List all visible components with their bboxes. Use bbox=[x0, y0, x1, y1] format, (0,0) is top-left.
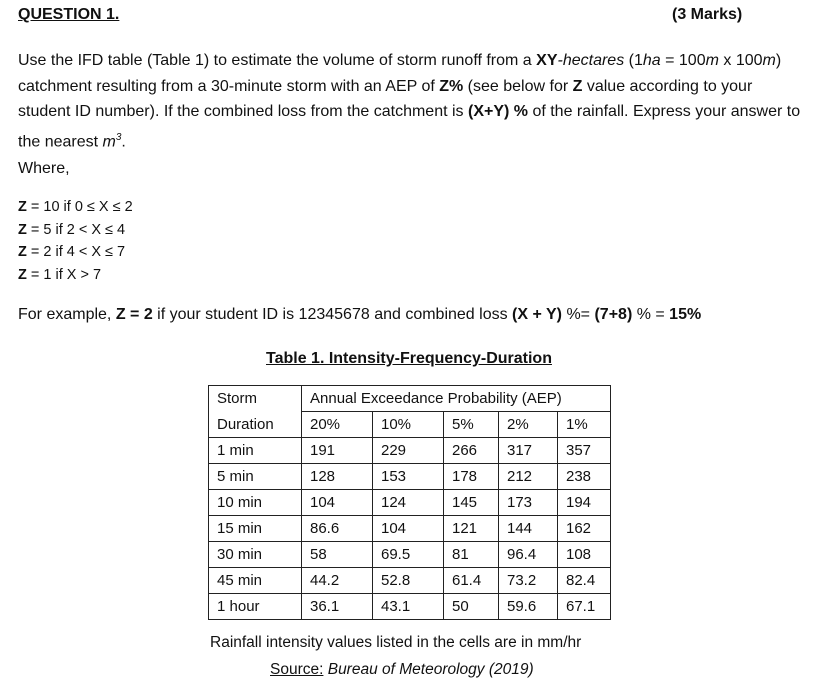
aep-header: Annual Exceedance Probability (AEP) bbox=[302, 386, 611, 412]
duration-cell: 1 hour bbox=[209, 594, 302, 620]
intensity-cell: 61.4 bbox=[444, 568, 499, 594]
m-unit: m bbox=[705, 52, 719, 69]
intensity-cell: 124 bbox=[373, 490, 444, 516]
table-header-row bbox=[209, 386, 611, 412]
duration-cell: 30 min bbox=[209, 542, 302, 568]
table-row bbox=[209, 516, 611, 542]
where-label: Where, bbox=[18, 160, 70, 177]
aep-column-header: 10% bbox=[373, 412, 444, 438]
z-variable: Z bbox=[18, 199, 27, 215]
z-rule-text: = 5 if 2 < X ≤ 4 bbox=[26, 221, 126, 238]
z-rules-list bbox=[18, 196, 133, 286]
intensity-cell: 357 bbox=[558, 438, 611, 464]
question-text bbox=[18, 48, 808, 154]
example-part: For example, bbox=[18, 306, 116, 323]
aep-column-header: 1% bbox=[558, 412, 611, 438]
z-percent: Z% bbox=[439, 77, 464, 95]
intensity-cell: 69.5 bbox=[373, 542, 444, 568]
z-rule bbox=[18, 264, 133, 287]
table-row bbox=[209, 490, 611, 516]
duration-cell: 5 min bbox=[209, 464, 302, 490]
intensity-cell: 81 bbox=[444, 542, 499, 568]
intensity-cell: 73.2 bbox=[499, 568, 558, 594]
intensity-cell: 44.2 bbox=[302, 568, 373, 594]
intensity-cell: 43.1 bbox=[373, 594, 444, 620]
intensity-cell: 67.1 bbox=[558, 594, 611, 620]
question-text-part: (see below for bbox=[463, 77, 573, 95]
intensity-cell: 144 bbox=[499, 516, 558, 542]
intensity-cell: 58 bbox=[302, 542, 373, 568]
intensity-cell: 317 bbox=[499, 438, 558, 464]
z-variable: Z bbox=[572, 77, 583, 95]
intensity-cell: 191 bbox=[302, 438, 373, 464]
ifd-table bbox=[208, 385, 611, 620]
ha-unit: ha bbox=[642, 52, 661, 69]
table-row bbox=[209, 568, 611, 594]
z-rule-text: = 1 if X > 7 bbox=[26, 266, 102, 283]
question-title: QUESTION 1. bbox=[18, 6, 120, 23]
duration-cell: 1 min bbox=[209, 438, 302, 464]
table-note: Rainfall intensity values listed in the cells are in mm/hr bbox=[210, 634, 582, 651]
question-text-part: = 100 bbox=[660, 52, 706, 69]
question-text-part: ) catchment resulting from a 30-minute storm with an AEP of bbox=[18, 52, 782, 95]
duration-header: Duration bbox=[209, 412, 302, 438]
aep-column-header: 2% bbox=[499, 412, 558, 438]
example-part: (7+8) bbox=[594, 306, 633, 323]
intensity-cell: 86.6 bbox=[302, 516, 373, 542]
example-part: Z = 2 bbox=[115, 306, 153, 323]
intensity-cell: 52.8 bbox=[373, 568, 444, 594]
table-row bbox=[209, 594, 611, 620]
z-rule-text: = 10 if 0 ≤ X ≤ 2 bbox=[26, 199, 133, 215]
intensity-cell: 59.6 bbox=[499, 594, 558, 620]
aep-column-header: 20% bbox=[302, 412, 373, 438]
hectares-text: -hectares bbox=[557, 52, 625, 69]
question-text-part: . bbox=[121, 132, 126, 150]
table-row bbox=[209, 438, 611, 464]
duration-cell: 45 min bbox=[209, 568, 302, 594]
z-rule bbox=[18, 196, 133, 219]
xy-variable: XY bbox=[536, 52, 558, 69]
intensity-cell: 194 bbox=[558, 490, 611, 516]
table-row bbox=[209, 464, 611, 490]
table-source bbox=[270, 661, 534, 679]
intensity-cell: 128 bbox=[302, 464, 373, 490]
intensity-cell: 121 bbox=[444, 516, 499, 542]
z-rule bbox=[18, 241, 133, 264]
intensity-cell: 212 bbox=[499, 464, 558, 490]
source-text: Bureau of Meteorology (2019) bbox=[323, 661, 534, 678]
z-rule-text: = 2 if 4 < X ≤ 7 bbox=[26, 244, 126, 260]
storm-header: Storm bbox=[209, 386, 302, 412]
z-variable: Z bbox=[18, 244, 27, 260]
table-header-row bbox=[209, 412, 611, 438]
source-label: Source: bbox=[270, 661, 324, 678]
intensity-cell: 238 bbox=[558, 464, 611, 490]
intensity-cell: 173 bbox=[499, 490, 558, 516]
question-text-part: value according to your student ID number). If the combined loss from the catchment is bbox=[18, 77, 753, 120]
intensity-cell: 162 bbox=[558, 516, 611, 542]
question-text-part: Use the IFD table (Table 1) to estimate the volume of storm runoff from a bbox=[18, 52, 537, 69]
cube-superscript: 3 bbox=[115, 131, 122, 143]
table-caption: Table 1. Intensity-Frequency-Duration bbox=[266, 350, 552, 367]
z-variable: Z bbox=[18, 266, 27, 283]
intensity-cell: 266 bbox=[444, 438, 499, 464]
intensity-cell: 145 bbox=[444, 490, 499, 516]
intensity-cell: 50 bbox=[444, 594, 499, 620]
intensity-cell: 108 bbox=[558, 542, 611, 568]
table-row bbox=[209, 542, 611, 568]
intensity-cell: 104 bbox=[373, 516, 444, 542]
intensity-cell: 96.4 bbox=[499, 542, 558, 568]
intensity-cell: 229 bbox=[373, 438, 444, 464]
intensity-cell: 36.1 bbox=[302, 594, 373, 620]
question-text-part: (1 bbox=[624, 52, 643, 69]
question-text-part: x 100 bbox=[718, 52, 763, 69]
m-unit: m bbox=[762, 52, 776, 69]
intensity-cell: 104 bbox=[302, 490, 373, 516]
aep-column-header: 5% bbox=[444, 412, 499, 438]
intensity-cell: 178 bbox=[444, 464, 499, 490]
duration-cell: 15 min bbox=[209, 516, 302, 542]
example-part: if your student ID is 12345678 and combined loss bbox=[152, 306, 513, 323]
example-text bbox=[18, 306, 701, 324]
intensity-cell: 82.4 bbox=[558, 568, 611, 594]
example-part: % = bbox=[632, 306, 670, 323]
example-part: %= bbox=[562, 306, 595, 323]
z-rule bbox=[18, 219, 133, 242]
intensity-cell: 153 bbox=[373, 464, 444, 490]
z-variable: Z bbox=[18, 221, 27, 238]
m-unit: m bbox=[102, 132, 116, 150]
duration-cell: 10 min bbox=[209, 490, 302, 516]
example-part: 15% bbox=[669, 306, 702, 323]
example-part: (X + Y) bbox=[512, 306, 562, 323]
loss-percent: (X+Y) % bbox=[467, 103, 528, 120]
marks-label: (3 Marks) bbox=[672, 6, 743, 23]
question-text-part: of the rainfall. Express your answer to the nearest bbox=[18, 103, 801, 150]
